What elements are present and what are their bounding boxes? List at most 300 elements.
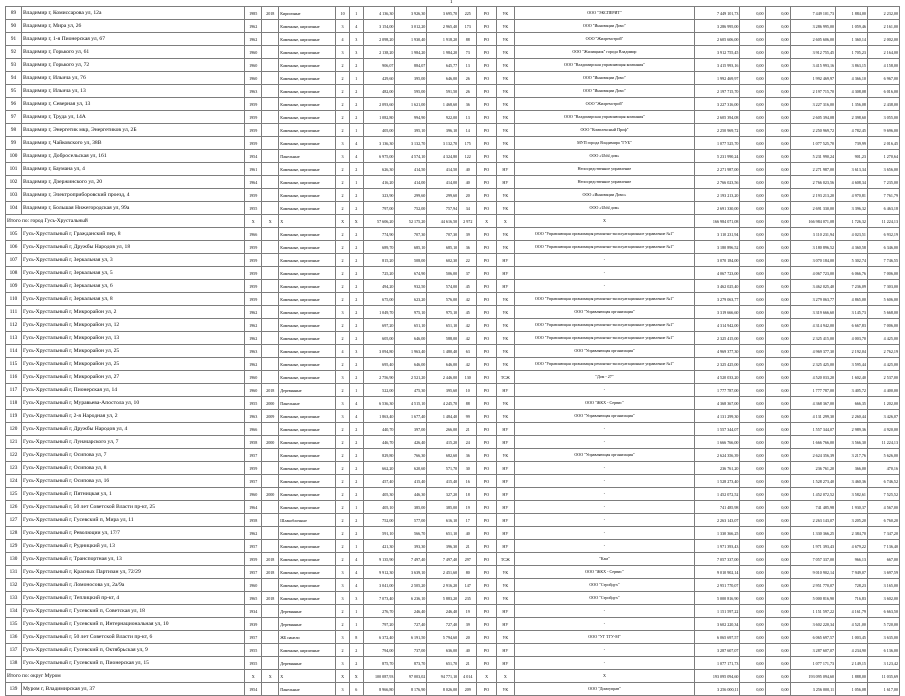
cell-total_area: 440,70	[363, 423, 395, 436]
cell-entrances: 2	[349, 189, 363, 202]
table-row	[6, 657, 900, 670]
cell-cost_per_m2: 6 663,50	[867, 605, 899, 618]
cell-floors: 2	[336, 72, 350, 85]
cell-cost_total: 4 368 367,00	[694, 397, 740, 410]
cell-owner_type: УК	[496, 33, 514, 46]
cell-area_private: 2 916,20	[427, 579, 459, 592]
cell-floors: 3	[336, 306, 350, 319]
cell-cost_b: 0,00	[765, 449, 790, 462]
cell-owner_type: ТСЖ	[496, 371, 514, 384]
cell-cost_total: 2 624 356,39	[694, 449, 740, 462]
cell-cost_a: 0,00	[740, 540, 765, 553]
cell-year_built: 1985	[245, 7, 262, 20]
cell-fund_method: РО	[477, 280, 496, 293]
cell-residents: 40	[459, 163, 477, 176]
cell-total_area: 906,07	[363, 59, 395, 72]
cell-residents: 80	[459, 566, 477, 579]
cell-area_private: 266,00	[427, 423, 459, 436]
cell-year_overhaul: 2000	[262, 397, 279, 410]
cell-residents: 19	[459, 501, 477, 514]
address-cell: Владимир г, Чайковского ул, 38В	[21, 137, 244, 150]
cell-residents: 209	[459, 683, 477, 696]
cell-floors: 2	[336, 605, 350, 618]
table-row	[6, 553, 900, 566]
cell-floors: 2	[336, 488, 350, 501]
cell-area_private: 414,00	[427, 176, 459, 189]
cell-floors: X	[336, 215, 350, 228]
cell-residents: 63	[459, 345, 477, 358]
cell-area_private: 414,50	[427, 163, 459, 176]
cell-area_private: 588,00	[427, 332, 459, 345]
row-number: 132	[6, 579, 22, 592]
cell-year_built: 1962	[245, 527, 262, 540]
cell-wall_material: Каменные, кирпичные	[279, 267, 336, 280]
cell-cost_per_m2: 3 123,42	[867, 657, 899, 670]
cell-year_built: 1955	[245, 657, 262, 670]
cell-fund_method: РО	[477, 605, 496, 618]
row-number: 134	[6, 605, 22, 618]
cell-manager: -	[514, 540, 694, 553]
cell-wall_material: Каменные, кирпичные	[279, 280, 336, 293]
cell-manager: ООО "УГ ТГУ-М"	[514, 631, 694, 644]
cell-year_overhaul	[262, 98, 279, 111]
total-row	[6, 215, 900, 228]
cell-manager: -	[514, 527, 694, 540]
address-cell: Гусь-Хрустальный г, Микрорайон ул, 25	[21, 358, 244, 371]
cell-residents: 36	[459, 241, 477, 254]
cell-cost_per_m2: 7 347,20	[867, 527, 899, 540]
row-number: 95	[6, 85, 22, 98]
table-row	[6, 631, 900, 644]
cell-manager: -	[514, 462, 694, 475]
cell-area_private: 1 484,40	[427, 410, 459, 423]
cell-fund_method: РО	[477, 228, 496, 241]
cell-cost_b: 0,00	[765, 566, 790, 579]
cell-cost_b: 0,00	[765, 462, 790, 475]
cell-cost_b: 0,00	[765, 202, 790, 215]
cell-cost_a: 0,00	[740, 488, 765, 501]
cell-year_overhaul: 2018	[262, 592, 279, 605]
cell-cost_c: 3 227 316,00	[790, 98, 836, 111]
cell-cost_a: 0,00	[740, 33, 765, 46]
cell-year_built: 1963	[245, 85, 262, 98]
cell-area_residential: 3 012,20	[395, 20, 427, 33]
cell-area_residential: 395,00	[395, 72, 427, 85]
cell-cost_total: 2 263 143,07	[694, 514, 740, 527]
cell-owner_type: НУ	[496, 280, 514, 293]
cell-total_area: 494,20	[363, 280, 395, 293]
address-cell: Муром г, Владимирская ул, 37	[21, 683, 244, 696]
cell-cost_a: 0,00	[740, 527, 765, 540]
address-cell: Владимир г, Мира ул, 26	[21, 20, 244, 33]
cell-cost_per_m2: 6 967,00	[867, 72, 899, 85]
address-cell: Владимир г, Горького ул, 61	[21, 46, 244, 59]
cell-area_residential: 674,90	[395, 267, 427, 280]
cell-cost_per_m2: 5 606,00	[867, 293, 899, 306]
cell-total_area: 626,30	[363, 163, 395, 176]
cell-owner_type: НУ	[496, 384, 514, 397]
cell-owner_type: УК	[496, 46, 514, 59]
cell-cost_total: 5 000 816,90	[694, 592, 740, 605]
cell-year_built: 1959	[245, 254, 262, 267]
cell-cost_d: 1 884,00	[836, 7, 868, 20]
cell-cost_per_m2: 6 932,19	[867, 228, 899, 241]
address-cell: Владимир г, Добросельская ул, 161	[21, 150, 244, 163]
cell-cost_per_m2: 6 346,00	[867, 241, 899, 254]
cell-area_residential: 727,40	[395, 618, 427, 631]
cell-year_overhaul	[262, 423, 279, 436]
cell-floors: 2	[336, 332, 350, 345]
cell-cost_per_m2: 1 617,00	[867, 683, 899, 696]
table-row	[6, 644, 900, 657]
cell-cost_c: 2 325 415,00	[790, 332, 836, 345]
cell-manager: ООО "Управляющая организация"	[514, 410, 694, 423]
cell-wall_material: Каменные, кирпичные	[279, 345, 336, 358]
cell-owner_type: УК	[496, 202, 514, 215]
cell-cost_c: 1 992 469,97	[790, 72, 836, 85]
cell-entrances: 2	[349, 293, 363, 306]
cell-year_built: 1959	[245, 553, 262, 566]
cell-cost_per_m2: 6 136,00	[867, 644, 899, 657]
cell-total_area: 875,70	[363, 657, 395, 670]
cell-manager: ООО «Ubhl дом»	[514, 150, 694, 163]
cell-cost_total: 193 095 094,60	[694, 670, 740, 683]
cell-entrances: 1	[349, 605, 363, 618]
address-cell: Владимир г, Комиссарова ул, 12а	[21, 7, 244, 20]
cell-entrances: 2	[349, 449, 363, 462]
cell-cost_per_m2: 4 158,00	[867, 59, 899, 72]
cell-year_overhaul	[262, 345, 279, 358]
table-row	[6, 319, 900, 332]
cell-cost_b: 0,00	[765, 137, 790, 150]
cell-area_private: 576,00	[427, 293, 459, 306]
row-number: 98	[6, 124, 22, 137]
cell-residents: 13	[459, 111, 477, 124]
cell-cost_c: 236 761,20	[790, 462, 836, 475]
cell-total_area: 57 606,20	[363, 215, 395, 228]
cell-manager: ООО "Стройдух"	[514, 592, 694, 605]
table-row	[6, 111, 900, 124]
cell-entrances: 2	[349, 241, 363, 254]
cell-wall_material: Каменные, кирпичные	[279, 137, 336, 150]
cell-year_overhaul	[262, 20, 279, 33]
cell-cost_b: 0,00	[765, 98, 790, 111]
cell-fund_method: РО	[477, 345, 496, 358]
cell-cost_c: 3 070 184,00	[790, 254, 836, 267]
cell-residents: 173	[459, 20, 477, 33]
cell-cost_c: 166 984 071,08	[790, 215, 836, 228]
address-cell: Гусь-Хрустальный г, Теплицкий пр-кт, 4	[21, 592, 244, 605]
cell-manager: ООО "Владимирская управляющая компания"	[514, 59, 694, 72]
cell-year_built: 1958	[245, 514, 262, 527]
cell-cost_per_m2: 7 303,00	[867, 280, 899, 293]
cell-cost_c: 3 912 755,45	[790, 46, 836, 59]
cell-year_overhaul	[262, 137, 279, 150]
cell-year_overhaul	[262, 59, 279, 72]
cell-cost_d: 2 989,36	[836, 423, 868, 436]
cell-cost_total: 1 992 469,97	[694, 72, 740, 85]
cell-area_residential: 3 639,10	[395, 566, 427, 579]
cell-entrances: 4	[349, 137, 363, 150]
cell-residents: 26	[459, 72, 477, 85]
cell-cost_d: 1 003,45	[836, 631, 868, 644]
cell-fund_method: РО	[477, 410, 496, 423]
cell-cost_b: 0,00	[765, 592, 790, 605]
cell-wall_material: Деревянные	[279, 384, 336, 397]
cell-cost_per_m2: 2 016,45	[867, 137, 899, 150]
cell-residents: 297	[459, 553, 477, 566]
cell-cost_b: 0,00	[765, 215, 790, 228]
cell-floors: 3	[336, 150, 350, 163]
cell-total_area: 591,10	[363, 527, 395, 540]
cell-cost_a: 0,00	[740, 111, 765, 124]
cell-manager: ООО "Управляющая организация ремонтно-эксплуатационное управление №1"	[514, 241, 694, 254]
cell-year_overhaul	[262, 267, 279, 280]
cell-fund_method: РО	[477, 332, 496, 345]
cell-wall_material: Каменные, кирпичные	[279, 98, 336, 111]
cell-area_residential: 6 236,10	[395, 592, 427, 605]
cell-owner_type: УК	[496, 7, 514, 20]
cell-cost_total: 2 197 715,70	[694, 85, 740, 98]
cell-residents: 40	[459, 644, 477, 657]
cell-fund_method: РО	[477, 553, 496, 566]
cell-year_overhaul	[262, 332, 279, 345]
cell-year_overhaul	[262, 514, 279, 527]
cell-floors: 2	[336, 501, 350, 514]
cell-cost_total: 3 287 607,07	[694, 644, 740, 657]
cell-owner_type: УК	[496, 345, 514, 358]
cell-wall_material: Каменные, кирпичные	[279, 579, 336, 592]
total-row	[6, 670, 900, 683]
cell-cost_per_m2: 2 762,19	[867, 345, 899, 358]
cell-owner_type: НУ	[496, 540, 514, 553]
cell-year_built: 1959	[245, 241, 262, 254]
cell-area_private: 1 480,40	[427, 345, 459, 358]
cell-owner_type: УК	[496, 137, 514, 150]
cell-year_overhaul	[262, 85, 279, 98]
cell-cost_total: 4 969 377,30	[694, 345, 740, 358]
cell-floors: 2	[336, 553, 350, 566]
cell-cost_per_m2: 2 161,00	[867, 20, 899, 33]
cell-cost_total: 4 131 299,30	[694, 410, 740, 423]
address-cell: Владимир г, Дзержинского ул, 20	[21, 176, 244, 189]
cell-cost_per_m2: 9 696,00	[867, 124, 899, 137]
cell-year_built: 1960	[245, 72, 262, 85]
cell-area_residential: 737,00	[395, 644, 427, 657]
cell-cost_a: 0,00	[740, 410, 765, 423]
cell-entrances: 2	[349, 527, 363, 540]
cell-manager: ООО "ЖКХ - Сервис"	[514, 566, 694, 579]
cell-manager: ООО "Жилремстрой"	[514, 98, 694, 111]
cell-cost_c: 3 415 993,16	[790, 59, 836, 72]
table-row	[6, 488, 900, 501]
cell-area_residential: 884,07	[395, 59, 427, 72]
cell-cost_a: 0,00	[740, 280, 765, 293]
cell-owner_type: X	[496, 670, 514, 683]
cell-cost_b: 0,00	[765, 631, 790, 644]
cell-wall_material: Каменные, кирпичные	[279, 59, 336, 72]
table-row	[6, 254, 900, 267]
cell-cost_c: 2 271 987,00	[790, 163, 836, 176]
cell-residents: 2 972	[459, 215, 477, 228]
cell-cost_per_m2: 7 761,79	[867, 189, 899, 202]
cell-cost_c: 4 520 033,20	[790, 371, 836, 384]
cell-total_area: 774,90	[363, 228, 395, 241]
address-cell: Владимир г, Баумана ул, 4	[21, 163, 244, 176]
cell-fund_method: РО	[477, 85, 496, 98]
cell-owner_type: УК	[496, 293, 514, 306]
cell-total_area: 100 087,93	[363, 670, 395, 683]
cell-area_residential: 1 677,40	[395, 410, 427, 423]
cell-cost_per_m2: 7 006,00	[867, 267, 899, 280]
cell-cost_c: 3 602 220,34	[790, 618, 836, 631]
cell-owner_type: УК	[496, 397, 514, 410]
cell-wall_material: Каменные, кирпичные	[279, 358, 336, 371]
cell-cost_d: 4 023,51	[836, 228, 868, 241]
cell-manager: -	[514, 501, 694, 514]
cell-owner_type: НУ	[496, 514, 514, 527]
cell-cost_per_m2: 2 002,00	[867, 33, 899, 46]
cell-floors: 2	[336, 293, 350, 306]
row-number: 111	[6, 306, 22, 319]
cell-cost_a: 0,00	[740, 345, 765, 358]
cell-cost_c: 3 319 666,60	[790, 306, 836, 319]
cell-owner_type: НУ	[496, 644, 514, 657]
cell-cost_c: 5 000 816,90	[790, 592, 836, 605]
cell-cost_a: 0,00	[740, 267, 765, 280]
cell-cost_d: 6 667,83	[836, 319, 868, 332]
cell-cost_c: 1 528 273,40	[790, 475, 836, 488]
cell-cost_total: 1 151 597,22	[694, 605, 740, 618]
cell-cost_c: 4 067 723,00	[790, 267, 836, 280]
cell-cost_d: 1 888,00	[836, 670, 868, 683]
cell-residents: 42	[459, 332, 477, 345]
cell-cost_b: 0,00	[765, 540, 790, 553]
cell-owner_type: X	[496, 215, 514, 228]
cell-entrances: 2	[349, 371, 363, 384]
cell-area_residential: 595,00	[395, 85, 427, 98]
cell-cost_d: 1 056,08	[836, 683, 868, 696]
cell-owner_type: УК	[496, 150, 514, 163]
cell-owner_type: УК	[496, 124, 514, 137]
cell-cost_total: 1 077 525,70	[694, 137, 740, 150]
cell-area_residential: 1 963,40	[395, 345, 427, 358]
cell-cost_d: 2 384,70	[836, 527, 868, 540]
table-row	[6, 397, 900, 410]
cell-owner_type: НУ	[496, 462, 514, 475]
cell-fund_method: РО	[477, 358, 496, 371]
cell-total_area: 1 082,80	[363, 111, 395, 124]
cell-cost_per_m2: 4 920,00	[867, 423, 899, 436]
cell-entrances: 2	[349, 657, 363, 670]
cell-area_private: 636,00	[427, 644, 459, 657]
cell-wall_material: Каменные, кирпичные	[279, 553, 336, 566]
cell-cost_d: 716,83	[836, 592, 868, 605]
cell-area_private: 506,00	[427, 267, 459, 280]
cell-year_built: 1960	[245, 579, 262, 592]
cell-residents: 13	[459, 59, 477, 72]
table-row	[6, 423, 900, 436]
cell-year_overhaul	[262, 163, 279, 176]
cell-fund_method: РО	[477, 176, 496, 189]
cell-residents: 130	[459, 371, 477, 384]
table-row	[6, 527, 900, 540]
cell-area_residential: 475,30	[395, 384, 427, 397]
address-cell: Гусь-Хрустальный г, Гражданский пер, 8	[21, 228, 244, 241]
address-cell: Гусь-Хрустальный г, 2-я Народная ул, 2	[21, 410, 244, 423]
cell-cost_total: 3 180 896,52	[694, 241, 740, 254]
cell-fund_method: РО	[477, 462, 496, 475]
cell-cost_total: 3 110 231,94	[694, 228, 740, 241]
cell-cost_d: 3 863,15	[836, 59, 868, 72]
cell-wall_material: Каменные, кирпичные	[279, 644, 336, 657]
cell-total_area: 1 863,40	[363, 410, 395, 423]
cell-cost_total: 2 605 606,00	[694, 33, 740, 46]
cell-year_built: 1960	[245, 488, 262, 501]
cell-entrances: 4	[349, 553, 363, 566]
cell-area_private: 1 918,20	[427, 33, 459, 46]
row-number: 136	[6, 631, 22, 644]
cell-cost_c: 5 231 990,24	[790, 150, 836, 163]
cell-cost_a: 0,00	[740, 293, 765, 306]
cell-cost_c: 2 766 023,56	[790, 176, 836, 189]
cell-cost_b: 0,00	[765, 683, 790, 696]
cell-cost_c: 6 065 697,57	[790, 631, 836, 644]
cell-area_residential: 623,20	[395, 293, 427, 306]
cell-floors: 3	[336, 410, 350, 423]
row-number: 104	[6, 202, 22, 215]
cell-area_private: 757,94	[427, 202, 459, 215]
cell-cost_a: 0,00	[740, 319, 765, 332]
cell-cost_per_m2: 11 035,69	[867, 670, 899, 683]
cell-wall_material: Каменные, кирпичные	[279, 306, 336, 319]
cell-year_overhaul	[262, 150, 279, 163]
cell-cost_b: 0,00	[765, 124, 790, 137]
cell-fund_method: РО	[477, 514, 496, 527]
address-cell: Владимир г, Большая Нижегородская ул, 99а	[21, 202, 244, 215]
cell-manager: ООО «Инновации Домс»	[514, 189, 694, 202]
cell-owner_type: НУ	[496, 475, 514, 488]
cell-entrances: 2	[349, 644, 363, 657]
cell-cost_d: 1 705,23	[836, 46, 868, 59]
cell-cost_a: 0,00	[740, 215, 765, 228]
cell-fund_method: РО	[477, 59, 496, 72]
cell-cost_d: 4 003,70	[836, 332, 868, 345]
cell-residents: 17	[459, 514, 477, 527]
cell-cost_d: 3 217,76	[836, 449, 868, 462]
cell-year_overhaul	[262, 644, 279, 657]
cell-cost_b: 0,00	[765, 618, 790, 631]
cell-area_residential: 932,50	[395, 280, 427, 293]
table-row	[6, 202, 900, 215]
cell-entrances: 6	[349, 683, 363, 696]
cell-wall_material: Деревянные	[279, 618, 336, 631]
cell-cost_a: 0,00	[740, 176, 765, 189]
cell-year_overhaul	[262, 111, 279, 124]
cell-cost_a: 0,00	[740, 163, 765, 176]
address-cell: Гусь-Хрустальный г, Гусевский п, Пионерская ул, 15	[21, 657, 244, 670]
cell-cost_total: 3 462 025,40	[694, 280, 740, 293]
table-row	[6, 579, 900, 592]
cell-cost_total: 6 065 697,57	[694, 631, 740, 644]
cell-cost_b: 0,00	[765, 514, 790, 527]
cell-total_area: 815,20	[363, 254, 395, 267]
table-row	[6, 566, 900, 579]
cell-fund_method: РО	[477, 293, 496, 306]
cell-cost_c: 7 057 337,00	[790, 553, 836, 566]
cell-fund_method: РО	[477, 657, 496, 670]
cell-fund_method: РО	[477, 7, 496, 20]
